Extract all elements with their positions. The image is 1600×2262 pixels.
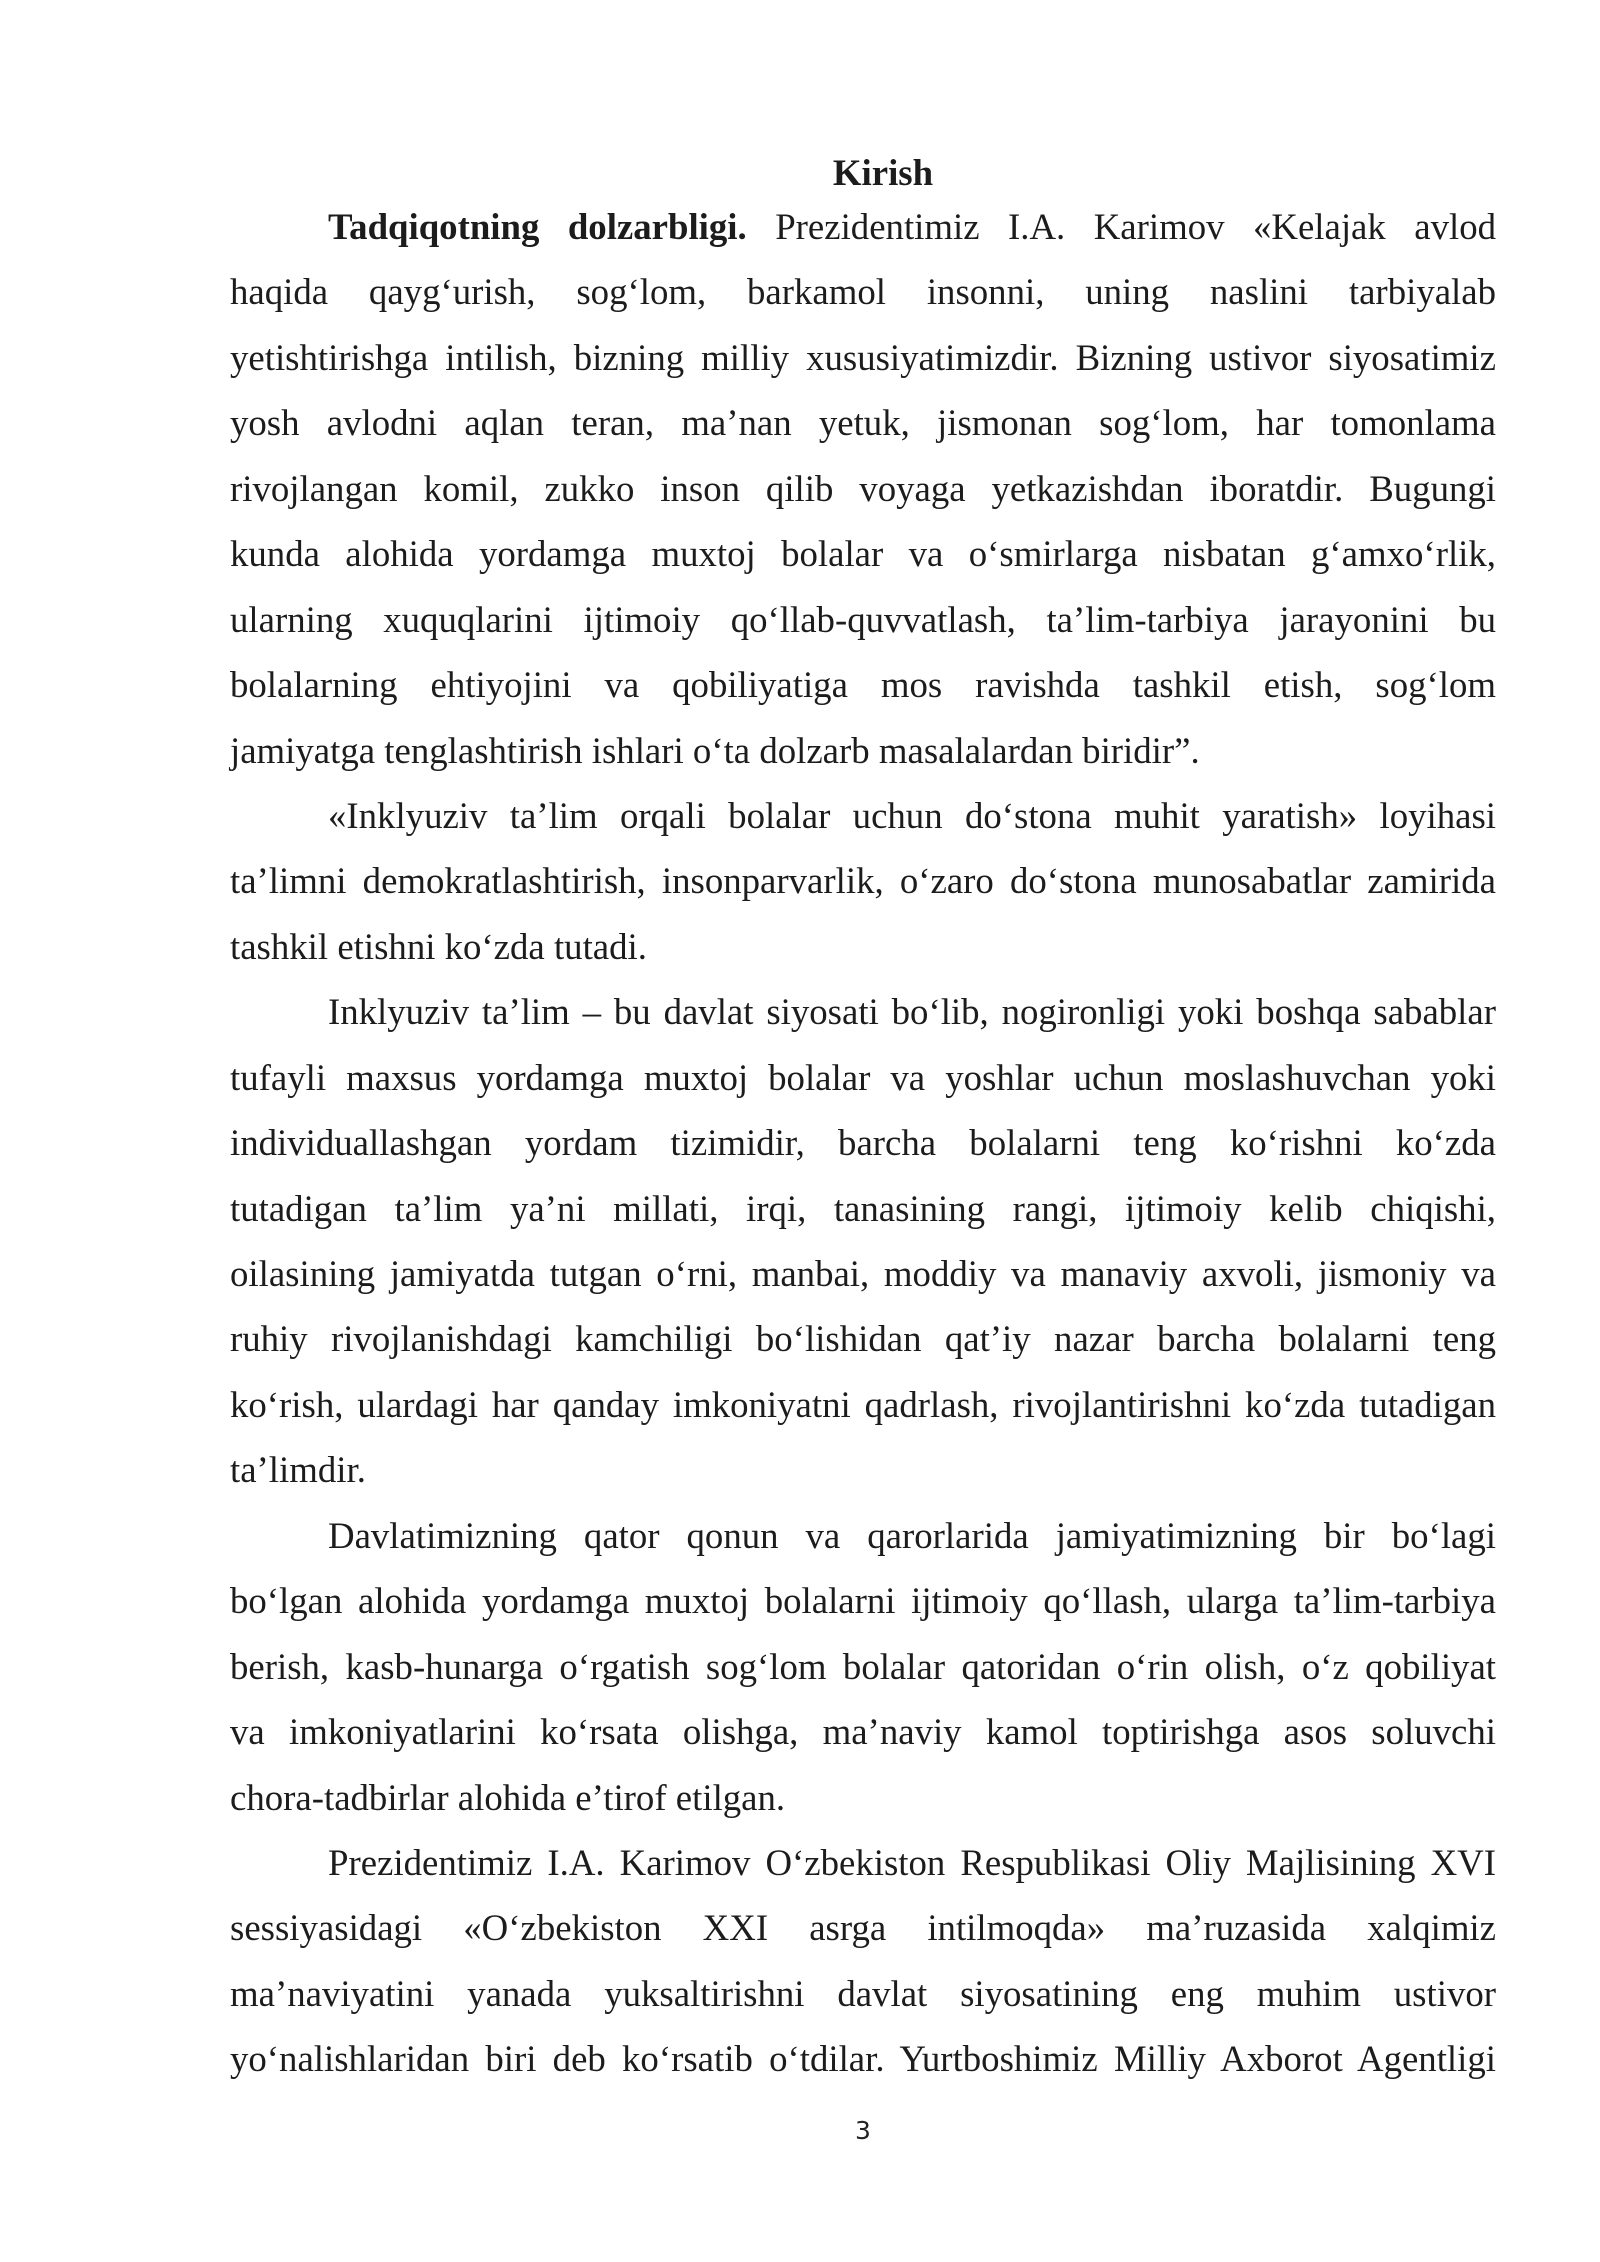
paragraph-line: ruhiy rivojlanishdagi kamchiligi bo‘lishidan qat’iy nazar barcha bolalarni teng [230,1318,1496,1360]
paragraph-line: ma’naviyatini yanada yuksaltirishni davlat siyosatining eng muhim ustivor [230,1972,1496,2014]
page-number: 3 [855,2116,871,2145]
paragraph-line [230,194,1496,259]
paragraph-line: yo‘nalishlaridan biri deb ko‘rsatib o‘tdilar. Yurtboshimiz Milliy Axborot Agentligi [230,2038,1496,2080]
paragraph-line: tashkil etishni ko‘zda tutadi. [230,925,647,967]
paragraph-line: ko‘rish, ulardagi har qanday imkoniyatni qadrlash, rivojlantirishni ko‘zda tutadigan [230,1383,1496,1425]
paragraph [230,1830,1496,2092]
paragraph-line: yetishtirishga intilish, bizning milliy xususiyatimizdir. Bizning ustivor siyosatimiz [230,336,1496,378]
paragraph-line: haqida qayg‘urish, sog‘lom, barkamol insonni, uning naslini tarbiyalab [230,271,1496,313]
document-body [230,194,1496,2092]
paragraph-lead: Tadqiqotning dolzarbligi. [328,206,747,247]
paragraph-line: bolalarning ehtiyojini va qobiliyatiga mos ravishda tashkil etish, sog‘lom [230,664,1496,706]
paragraph-line: Inklyuziv ta’lim – bu davlat siyosati bo‘lib, nogironligi yoki boshqa sabablar [328,991,1496,1033]
paragraph [230,783,1496,979]
paragraph-line: va imkoniyatlarini ko‘rsata olishga, ma’naviy kamol toptirishga asos soluvchi [230,1711,1496,1753]
paragraph-line: «Inklyuziv ta’lim orqali bolalar uchun do‘stona muhit yaratish» loyihasi [328,794,1496,836]
paragraph-line-text: Prezidentimiz I.A. Karimov «Kelajak avlod [775,206,1497,247]
paragraph-line: rivojlangan komil, zukko inson qilib voyaga yetkazishdan iboratdir. Bugungi [230,467,1496,509]
paragraph-line: tutadigan ta’lim ya’ni millati, irqi, tanasining rangi, ijtimoiy kelib chiqishi, [230,1187,1496,1229]
paragraph-line: ularning xuquqlarini ijtimoiy qo‘llab-quvvatlash, ta’lim-tarbiya jarayonini bu [230,598,1496,640]
paragraph-line: Davlatimizning qator qonun va qarorlarida jamiyatimizning bir bo‘lagi [328,1514,1496,1556]
paragraph-line: Prezidentimiz I.A. Karimov O‘zbekiston Respublikasi Oliy Majlisining XVI [328,1841,1496,1883]
paragraph [230,194,1496,783]
paragraph [230,979,1496,1503]
paragraph-line: ta’limni demokratlashtirish, insonparvarlik, o‘zaro do‘stona munosabatlar zamirida [230,860,1496,902]
section-title: Kirish [832,152,934,193]
paragraph-line: tufayli maxsus yordamga muxtoj bolalar va yoshlar uchun moslashuvchan yoki [230,1056,1496,1098]
paragraph-line: sessiyasidagi «O‘zbekiston XXI asrga intilmoqda» ma’ruzasida xalqimiz [230,1907,1496,1949]
paragraph-line: kunda alohida yordamga muxtoj bolalar va o‘smirlarga nisbatan g‘amxo‘rlik, [230,533,1496,575]
paragraph-line: chora-tadbirlar alohida e’tirof etilgan. [230,1776,786,1818]
paragraph-line: oilasining jamiyatda tutgan o‘rni, manbai, moddiy va manaviy axvoli, jismoniy va [230,1253,1496,1294]
paragraph [230,1503,1496,1830]
paragraph-line: yosh avlodni aqlan teran, ma’nan yetuk, jismonan sog‘lom, har tomonlama [230,402,1496,444]
paragraph-line: bo‘lgan alohida yordamga muxtoj bolalarni ijtimoiy qo‘llash, ularga ta’lim-tarbiya [230,1580,1496,1622]
paragraph-line: berish, kasb-hunarga o‘rgatish sog‘lom bolalar qatoridan o‘rin olish, o‘z qobiliyat [230,1645,1496,1687]
paragraph-line: ta’limdir. [230,1449,366,1491]
paragraph-line: jamiyatga tenglashtirish ishlari o‘ta dolzarb masalalardan biridir”. [230,729,1200,771]
paragraph-line: individuallashgan yordam tizimidir, barcha bolalarni teng ko‘rishni ko‘zda [230,1122,1496,1164]
